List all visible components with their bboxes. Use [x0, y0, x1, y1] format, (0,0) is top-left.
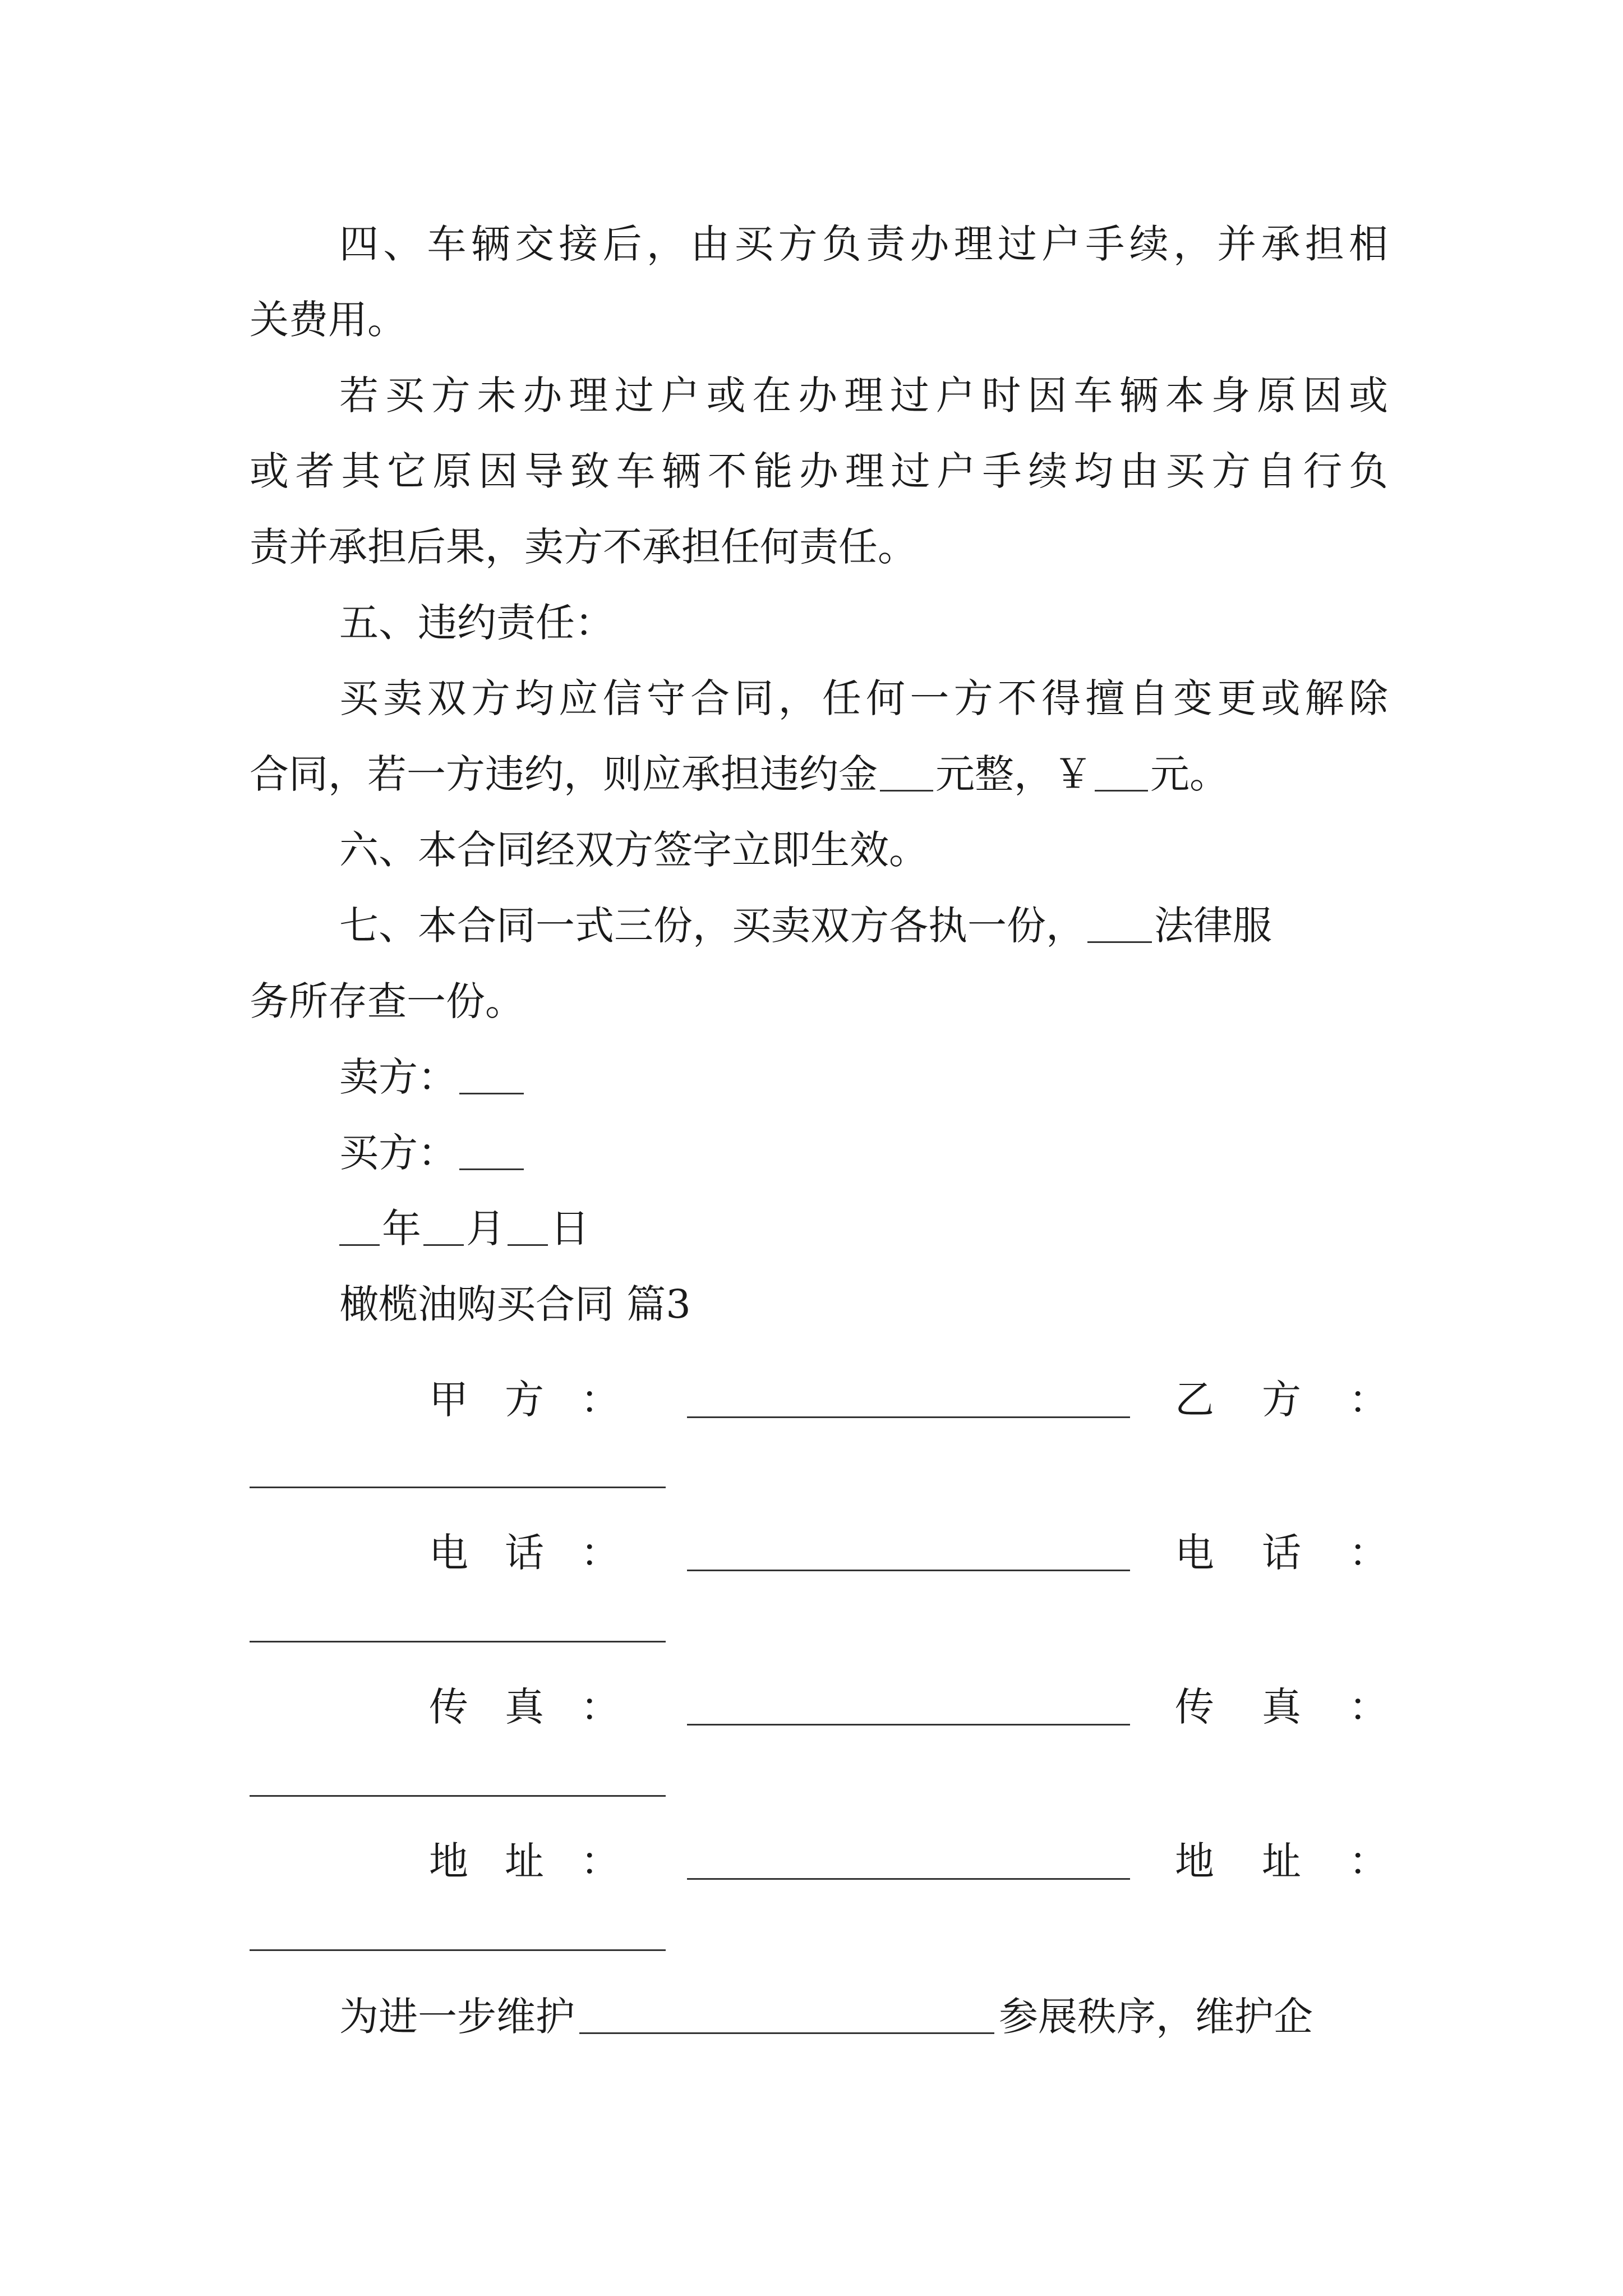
clause7-line1-text-b: 法律服 [1154, 903, 1272, 949]
party-b-phone-blank [250, 1641, 666, 1642]
signing-date [339, 1200, 1388, 1257]
intro-text-a: 为进一步维护 [339, 1994, 575, 2040]
seller-label: 卖方： [339, 1054, 457, 1100]
seller-signature [339, 1049, 1388, 1105]
party-row-fax [250, 1679, 1388, 1735]
month-blank [423, 1200, 464, 1246]
party-row-names [250, 1372, 1388, 1428]
party-a-label: 甲方： [429, 1377, 620, 1423]
party-b-address-label: 地址： [1175, 1838, 1388, 1884]
party-row-phone [250, 1525, 1388, 1581]
party-b-fax-blank [250, 1795, 666, 1797]
party-a-address-label: 地址： [429, 1838, 620, 1884]
clause4-note-line1: 若买方未办理过户或在办理过户时因车辆本身原因或 [339, 372, 1388, 418]
party-b-fax-label: 传真： [1175, 1684, 1388, 1730]
seller-blank [459, 1049, 524, 1094]
clause5-line2-text-b: 元整，￥ [935, 751, 1092, 797]
clause6: 六、本合同经双方签字立即生效。 [339, 827, 928, 873]
date-year: 年 [382, 1205, 421, 1251]
penalty-amount-blank [880, 746, 933, 792]
party-a-address-blank [687, 1833, 1130, 1880]
clause5-line2-text-c: 元。 [1150, 751, 1229, 797]
clause7-line2: 务所存查一份。 [250, 978, 524, 1024]
day-blank [508, 1200, 548, 1246]
clause7-line1 [339, 898, 1388, 954]
section-title: 橄榄油购买合同 篇3 [339, 1281, 691, 1327]
party-b-label: 乙方： [1175, 1377, 1388, 1423]
clause4-line1: 四、车辆交接后，由买方负责办理过户手续，并承担相 [339, 221, 1388, 267]
intro-line [339, 1989, 1388, 2045]
party-b-address-blank [250, 1949, 666, 1951]
party-a-fax-blank [687, 1679, 1130, 1726]
party-a-phone-blank [687, 1525, 1130, 1571]
date-day: 日 [550, 1205, 589, 1251]
party-a-fax-label: 传真： [429, 1684, 620, 1730]
party-a-blank [687, 1372, 1130, 1418]
party-b-phone-label: 电话： [1175, 1530, 1388, 1576]
intro-text-b: 参展秩序，维护企 [999, 1994, 1313, 2040]
clause5-heading: 五、违约责任： [339, 600, 614, 646]
party-row-address [250, 1833, 1388, 1889]
penalty-yuan-blank [1095, 746, 1148, 792]
buyer-blank [459, 1125, 524, 1170]
year-blank [339, 1200, 380, 1246]
clause4-line2: 关费用。 [250, 297, 407, 343]
buyer-label: 买方： [339, 1130, 457, 1176]
clause4-note-line3: 责并承担后果，卖方不承担任何责任。 [250, 524, 917, 570]
party-b-blank [250, 1487, 666, 1488]
law-office-blank [1087, 898, 1152, 943]
clause4-note-line2: 或者其它原因导致车辆不能办理过户手续均由买方自行负 [250, 448, 1388, 494]
party-a-phone-label: 电话： [429, 1530, 620, 1576]
clause5-line2-text-a: 合同，若一方违约，则应承担违约金 [250, 751, 878, 797]
clause7-line1-text-a: 七、本合同一式三份，买卖双方各执一份， [339, 903, 1085, 949]
clause5-line1: 买卖双方均应信守合同，任何一方不得擅自变更或解除 [339, 675, 1388, 721]
clause5-line2 [250, 746, 1388, 802]
date-month: 月 [466, 1205, 505, 1251]
intro-blank [579, 1989, 994, 2034]
buyer-signature [339, 1125, 1388, 1181]
